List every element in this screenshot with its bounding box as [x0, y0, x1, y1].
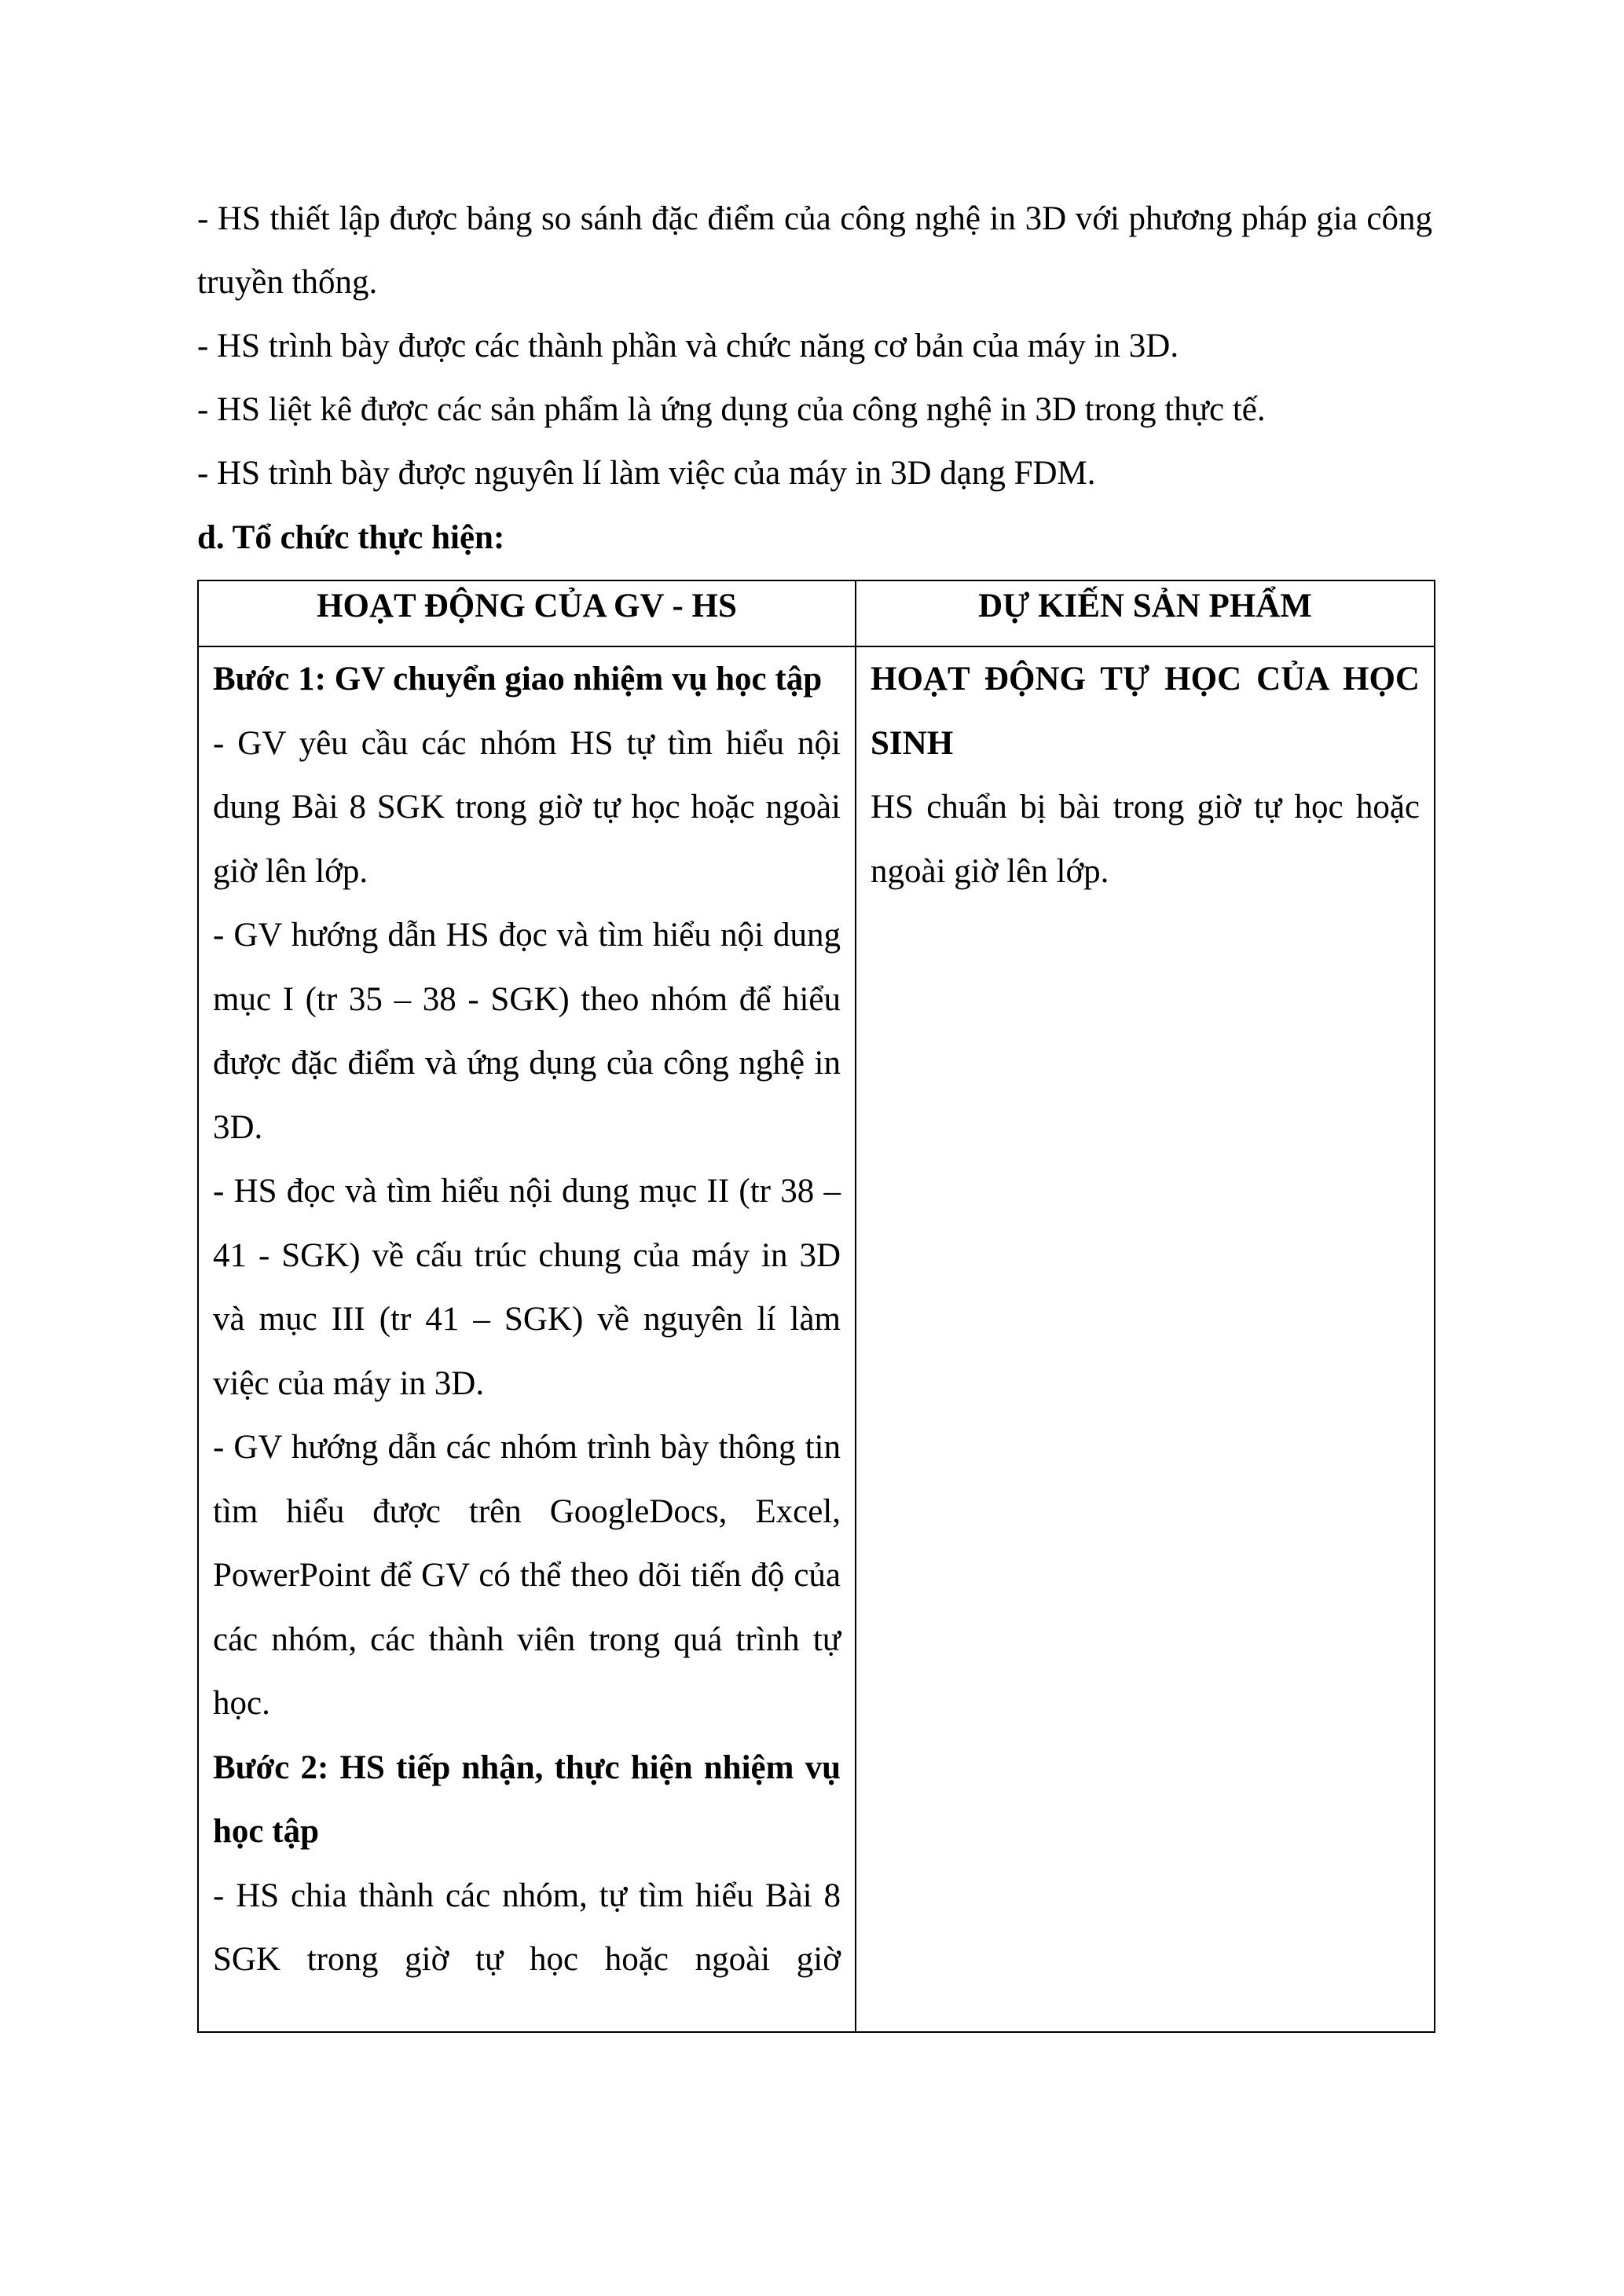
product-cell: [856, 646, 1435, 2032]
step1-item: - GV hướng dẫn HS đọc và tìm hiểu nội dung mục I (tr 35 – 38 - SGK) theo nhóm để hiểu được đặc điểm và ứng dụng của công nghệ in 3D.: [213, 917, 841, 1146]
outcome-item: - HS trình bày được các thành phần và chức năng cơ bản của máy in 3D.: [197, 328, 1179, 364]
section-heading: d. Tổ chức thực hiện:: [197, 519, 505, 556]
activity-cell: [198, 646, 856, 2032]
step1-item: - GV hướng dẫn các nhóm trình bày thông tin tìm hiểu được trên GoogleDocs, Excel, PowerPoint để GV có thể theo dõi tiến độ của các nhóm, các thành viên trong quá trình tự học.: [213, 1429, 841, 1722]
step2-item: - HS chia thành các nhóm, tự tìm hiểu Bài 8 SGK trong giờ tự học hoặc ngoài giờ: [213, 1877, 841, 1978]
table-header-row: [198, 580, 1435, 646]
header-teacher-student-activity: HOẠT ĐỘNG CỦA GV - HS: [198, 580, 856, 646]
activity-table: [197, 580, 1435, 2033]
step1-title: Bước 1: GV chuyển giao nhiệm vụ học tập: [213, 661, 823, 698]
step1-item: - HS đọc và tìm hiểu nội dung mục II (tr 38 – 41 - SGK) về cấu trúc chung của máy in 3D và mục III (tr 41 – SGK) về nguyên lí làm việc của máy in 3D.: [213, 1173, 841, 1402]
header-expected-product: DỰ KIẾN SẢN PHẨM: [856, 580, 1435, 646]
product-text: HS chuẩn bị bài trong giờ tự học hoặc ngoài giờ lên lớp.: [871, 789, 1420, 890]
outcome-item: - HS thiết lập được bảng so sánh đặc điểm của công nghệ in 3D với phương pháp gia công truyền thống.: [197, 200, 1432, 301]
step1-item: - GV yêu cầu các nhóm HS tự tìm hiểu nội dung Bài 8 SGK trong giờ tự học hoặc ngoài giờ lên lớp.: [213, 724, 841, 890]
table-row: [198, 646, 1435, 2032]
learning-outcomes: [197, 187, 1432, 505]
outcome-item: - HS trình bày được nguyên lí làm việc của máy in 3D dạng FDM.: [197, 455, 1096, 492]
step2-title: Bước 2: HS tiếp nhận, thực hiện nhiệm vụ học tập: [213, 1749, 841, 1850]
product-title: HOẠT ĐỘNG TỰ HỌC CỦA HỌC SINH: [871, 661, 1420, 762]
outcome-item: - HS liệt kê được các sản phẩm là ứng dụng của công nghệ in 3D trong thực tế.: [197, 391, 1266, 428]
